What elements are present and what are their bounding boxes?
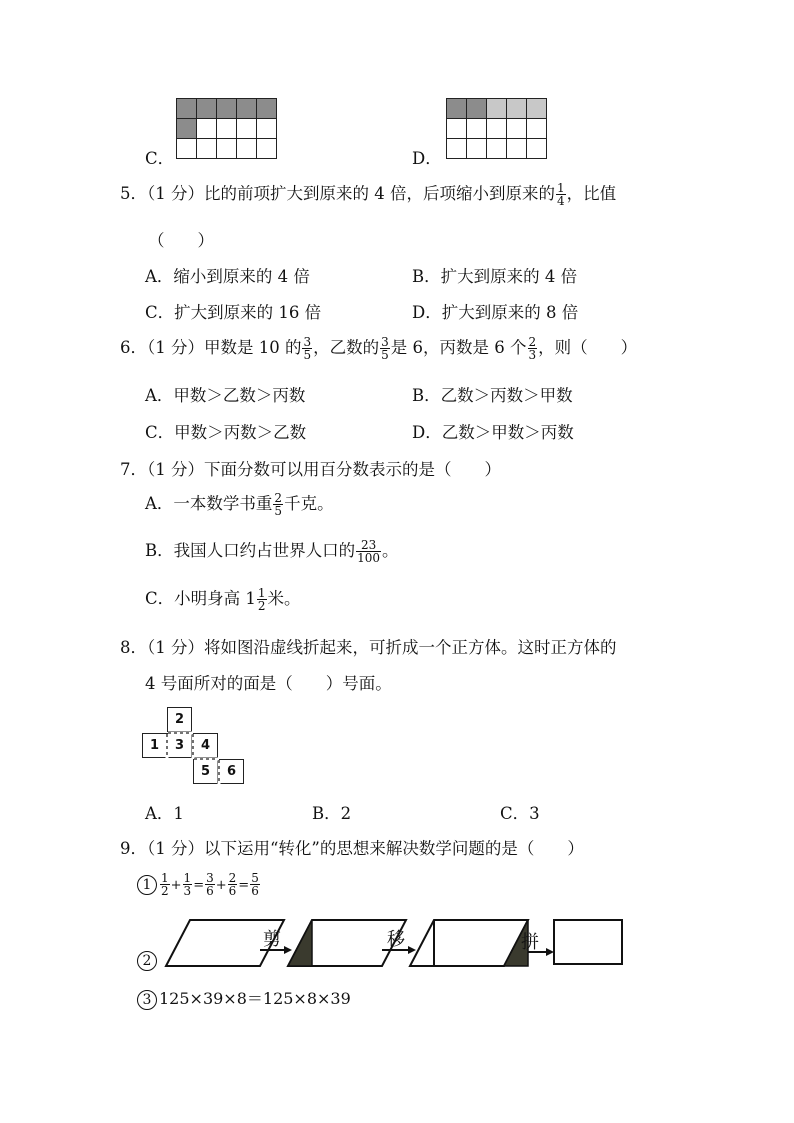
- item-1-marker: 1: [137, 875, 157, 895]
- grid-cell: [447, 119, 467, 139]
- net-face-1: 1: [142, 733, 167, 758]
- item-3-expression: 125×39×8＝125×8×39: [159, 989, 351, 1008]
- grid-cell: [177, 139, 197, 159]
- grid-cell: [447, 139, 467, 159]
- grid-cell: [467, 119, 487, 139]
- q8-option-b: B．2: [312, 804, 352, 823]
- q6-fraction-2: $\frac{3}{5}$: [381, 335, 389, 362]
- grid-cell: [197, 139, 217, 159]
- q7-option-b: B．我国人口约占世界人口的 $\frac{23}{100}$ 。: [145, 538, 399, 565]
- q5-paren: （ ）: [148, 231, 214, 250]
- grid-cell: [177, 119, 197, 139]
- result-rectangle: [554, 920, 622, 964]
- grid-cell: [237, 99, 257, 119]
- grid-cell: [487, 119, 507, 139]
- arrow-join-icon: [546, 948, 554, 956]
- grid-c: [176, 98, 277, 159]
- grid-cell: [257, 139, 277, 159]
- grid-cell: [467, 139, 487, 159]
- grid-cell: [197, 119, 217, 139]
- q9-item-3: [137, 986, 351, 1010]
- q6-stem: 6．（1 分）甲数是 10 的 $\frac{3}{5}$ ，乙数的 $\frac{3}{5}$ 是 6，丙数是 6 个 $\frac{2}{3}$ ，则（ ）: [120, 335, 638, 362]
- q5-option-b: B．扩大到原来的 4 倍: [412, 267, 578, 286]
- q5-option-c: C．扩大到原来的 16 倍: [145, 303, 322, 322]
- q7-option-a: A．一本数学书重 $\frac{2}{5}$ 千克。: [145, 491, 334, 518]
- q9-item-1: 1 $\frac{1}{2}$ + $\frac{1}{3}$ = $\frac{3}{6}$ + $\frac{2}{6}$ = $\frac{5}{6}$: [137, 872, 261, 897]
- option-c-label: C．: [145, 149, 175, 168]
- arrow-cut-icon: [284, 946, 292, 954]
- net-face-5: 5: [193, 759, 218, 784]
- grid-cell: [487, 139, 507, 159]
- q5-stem-tail: ，比值: [566, 184, 617, 203]
- net-face-3: 3: [167, 733, 192, 758]
- q6-option-a: A．甲数＞乙数＞丙数: [145, 386, 306, 405]
- grid-cell: [467, 99, 487, 119]
- grid-cell: [487, 99, 507, 119]
- q9-stem: 9．（1 分）以下运用“转化”的思想来解决数学问题的是（ ）: [120, 839, 584, 858]
- q6-option-b: B．乙数＞丙数＞甲数: [412, 386, 573, 405]
- q7-fraction-a: $\frac{2}{5}$: [274, 491, 283, 518]
- grid-cell: [507, 139, 527, 159]
- q9-item-2-marker: 2: [137, 950, 159, 971]
- q6-fraction-1: $\frac{3}{5}$: [303, 335, 312, 362]
- label-move: 移: [387, 929, 405, 950]
- q7-fraction-b: $\frac{23}{100}$: [357, 538, 381, 565]
- q5-stem: [120, 180, 616, 207]
- net-fold-lines: [140, 705, 250, 790]
- label-join: 拼: [521, 932, 539, 953]
- grid-cell: [177, 99, 197, 119]
- item-3-marker: 3: [137, 990, 157, 1010]
- grid-cell: [237, 119, 257, 139]
- grid-cell: [217, 99, 237, 119]
- grid-cell: [507, 119, 527, 139]
- q8-option-c: C．3: [500, 804, 540, 823]
- q7-stem: 7．（1 分）下面分数可以用百分数表示的是（ ）: [120, 460, 501, 479]
- q6-fraction-3: $\frac{2}{3}$: [528, 335, 537, 362]
- q5-stem-text: 5．（1 分）比的前项扩大到原来的 4 倍，后项缩小到原来的: [120, 184, 555, 203]
- q8-line-1: 8．（1 分）将如图沿虚线折起来，可折成一个正方体。这时正方体的: [120, 638, 617, 657]
- q8-option-a: A．1: [145, 804, 184, 823]
- grid-cell: [507, 99, 527, 119]
- q6-option-c: C．甲数＞丙数＞乙数: [145, 423, 307, 442]
- grid-d: [446, 98, 547, 159]
- q7-fraction-c: $\frac{1}{2}$: [257, 586, 266, 613]
- q5-option-d: D．扩大到原来的 8 倍: [412, 303, 579, 322]
- grid-cell: [257, 119, 277, 139]
- arrow-move-icon: [408, 946, 416, 954]
- cut-triangle: [288, 920, 312, 966]
- grid-cell: [527, 139, 547, 159]
- net-face-6: 6: [219, 759, 244, 784]
- q6-option-d: D．乙数＞甲数＞丙数: [412, 423, 574, 442]
- grid-cell: [527, 99, 547, 119]
- q8-line-2: 4 号面所对的面是（ ）号面。: [145, 674, 392, 693]
- grid-cell: [257, 99, 277, 119]
- option-d-label: D．: [412, 149, 442, 168]
- grid-cell: [197, 99, 217, 119]
- grid-cell: [527, 119, 547, 139]
- grid-cell: [217, 119, 237, 139]
- grid-cell: [237, 139, 257, 159]
- q5-option-a: A．缩小到原来的 4 倍: [145, 267, 310, 286]
- net-face-2: 2: [167, 707, 192, 732]
- label-cut: 剪: [263, 929, 281, 950]
- q5-fraction: $\frac{1}{4}$: [556, 181, 565, 208]
- grid-cell: [447, 99, 467, 119]
- q7-option-c: C．小明身高 1 $\frac{1}{2}$ 米。: [145, 586, 301, 613]
- net-face-4: 4: [193, 733, 218, 758]
- grid-cell: [217, 139, 237, 159]
